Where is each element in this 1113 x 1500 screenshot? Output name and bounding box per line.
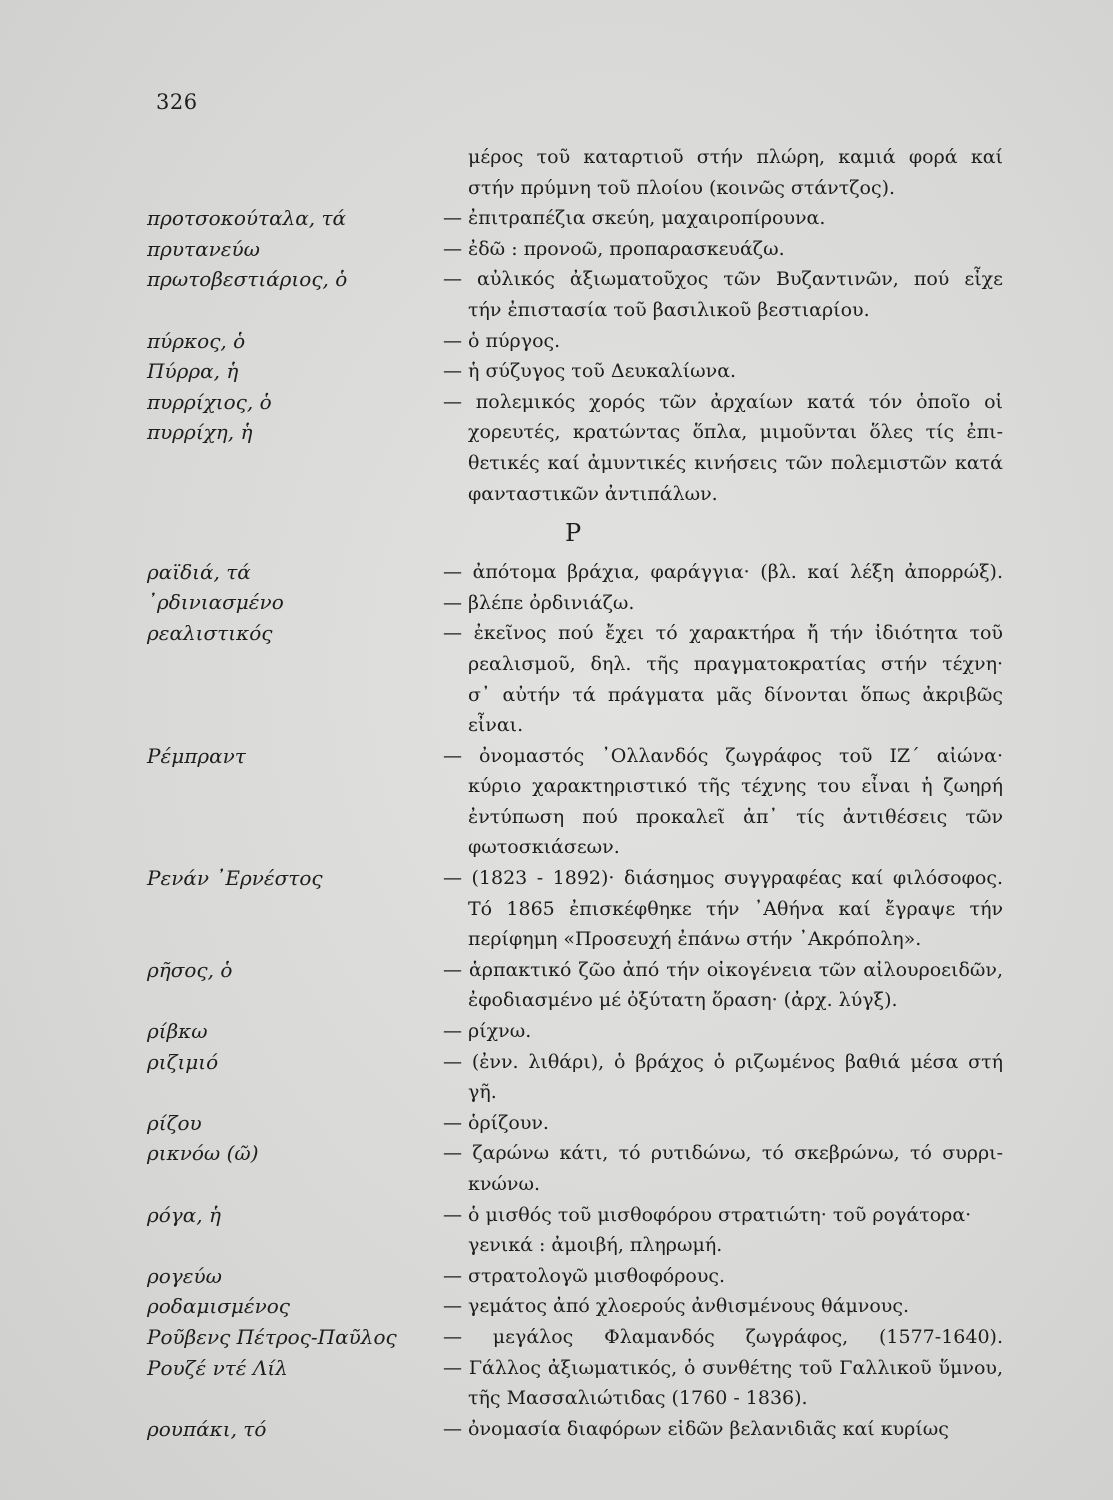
glossary-entry	[0, 1414, 1113, 1445]
definition-line: — ἀπότομα βράχια, φαράγγια· (βλ. καί λέξη ἀπορρώξ).	[443, 561, 1003, 584]
headword-line: ρῆσος, ὁ	[147, 957, 233, 982]
entry-headword	[147, 1353, 288, 1383]
entry-definition	[443, 387, 1003, 509]
headword-line: ρίζου	[147, 1110, 202, 1135]
entry-definition	[443, 1261, 1003, 1292]
definition-line: τήν ἐπιστασία τοῦ βασιλικοῦ βεστιαρίου.	[468, 298, 870, 321]
headword-line: ρουπάκι, τό	[147, 1416, 267, 1441]
definition-line: — πολεμικός χορός τῶν ἀρχαίων κατά τόν ὁποῖο οἱ	[443, 390, 1003, 413]
headword-line: Ροῦβενς Πέτρος-Παῦλος	[147, 1324, 397, 1349]
definition-line: — ὀνομαστός ᾿Ολλανδός ζωγράφος τοῦ ΙΖ΄ αἰώνα·	[443, 744, 1003, 767]
headword-line: ρογεύω	[147, 1263, 222, 1288]
glossary-entry	[0, 264, 1113, 325]
glossary-entry	[0, 356, 1113, 387]
entry-definition	[443, 741, 1003, 863]
glossary-entry	[0, 557, 1113, 618]
entry-definition	[443, 142, 1003, 203]
definition-line: γῆ.	[468, 1081, 497, 1104]
definition-line: εἶναι.	[468, 714, 524, 737]
definition-line: στήν πρύμνη τοῦ πλοίου (κοινῶς στάντζος).	[468, 176, 896, 199]
headword-line: ριζιμιό	[147, 1049, 219, 1074]
headword-line: ρίβκω	[147, 1019, 208, 1044]
glossary-entry	[0, 1016, 1113, 1047]
entry-definition	[443, 1016, 1003, 1047]
headword-line: Ρενάν ᾿Ερνέστος	[147, 866, 323, 891]
definition-line: περίφημη «Προσευχή ἐπάνω στήν ᾿Ακρόπολη».	[468, 928, 922, 951]
definition-line: — ἡ σύζυγος τοῦ Δευκαλίωνα.	[443, 360, 737, 383]
entry-headword	[147, 1261, 222, 1291]
definition-line: ἐντύπωση πού προκαλεῖ ἀπ᾿ τίς ἀντιθέσεις τῶν	[468, 805, 1003, 828]
glossary-entry	[0, 203, 1113, 234]
entry-headword	[147, 1108, 202, 1138]
entry-headword	[147, 1200, 221, 1230]
definition-line: — ἐκεῖνος πού ἔχει τό χαρακτήρα ἤ τήν ἰδιότητα τοῦ	[443, 622, 1003, 645]
definition-line: Τό 1865 ἐπισκέφθηκε τήν ᾿Αθήνα καί ἔγραψε τήν	[468, 897, 1003, 920]
entry-definition	[443, 1353, 1003, 1414]
entry-definition	[443, 1138, 1003, 1199]
definition-line: χορευτές, κρατώντας ὅπλα, μιμοῦνται ὅλες τίς ἐπι-	[468, 421, 1003, 444]
definition-line: — αὐλικός ἀξιωματοῦχος τῶν Βυζαντινῶν, πού εἶχε	[443, 268, 1003, 291]
entry-definition	[443, 234, 1003, 265]
glossary-entries	[0, 142, 1113, 1444]
entry-definition	[443, 203, 1003, 234]
glossary-entry	[0, 234, 1113, 265]
definition-line: κύριο χαρακτηριστικό τῆς τέχνης του εἶναι ἡ ζωηρή	[468, 775, 1003, 798]
glossary-entry	[0, 387, 1113, 509]
entry-definition	[443, 1200, 1003, 1261]
headword-line: ροδαμισμένος	[147, 1294, 290, 1319]
entry-definition	[443, 618, 1003, 740]
glossary-entry	[0, 1047, 1113, 1108]
entry-headword	[147, 1138, 259, 1168]
entry-definition	[443, 326, 1003, 357]
definition-line: — (ἐνν. λιθάρι), ὁ βράχος ὁ ριζωμένος βαθιά μέσα στή	[443, 1050, 1003, 1073]
definition-line: — ὀνομασία διαφόρων εἰδῶν βελανιδιᾶς καί κυρίως	[443, 1417, 949, 1440]
entry-headword	[147, 264, 347, 294]
page-number: 326	[156, 90, 198, 114]
glossary-entry	[0, 1261, 1113, 1292]
entry-definition	[443, 863, 1003, 955]
definition-line: — ρίχνω.	[443, 1020, 532, 1043]
headword-line: ρεαλιστικός	[147, 621, 273, 646]
definition-line: — βλέπε ὀρδινιάζω.	[443, 591, 635, 614]
definition-line: γενικά : ἀμοιβή, πληρωμή.	[468, 1234, 723, 1257]
definition-line: — ὁ πύργος.	[443, 329, 561, 352]
definition-line: — στρατολογῶ μισθοφόρους.	[443, 1264, 726, 1287]
entry-headword	[147, 557, 284, 617]
definition-line: — ἁρπακτικό ζῶο ἀπό τήν οἰκογένεια τῶν αἰλουροειδῶν,	[443, 958, 1003, 981]
glossary-entry	[0, 326, 1113, 357]
definition-line: θετικές καί ἀμυντικές κινήσεις τῶν πολεμιστῶν κατά	[468, 451, 1003, 474]
definition-line: — ὁρίζουν.	[443, 1111, 549, 1134]
entry-definition	[443, 356, 1003, 387]
entry-headword	[147, 387, 272, 447]
definition-line: τῆς Μασσαλιώτιδας (1760 - 1836).	[468, 1387, 808, 1410]
definition-line: σ᾿ αὐτήν τά πράγματα μᾶς δίνονται ὅπως ἀκριβῶς	[468, 683, 1003, 706]
glossary-entry	[0, 1200, 1113, 1261]
glossary-entry	[0, 741, 1113, 863]
definition-line: ρεαλισμοῦ, δηλ. τῆς πραγματοκρατίας στήν τέχνη·	[468, 652, 1003, 675]
entry-headword	[147, 741, 246, 771]
entry-headword	[147, 1291, 290, 1321]
entry-headword	[147, 863, 323, 893]
definition-line: — Γάλλος ἀξιωματικός, ὁ συνθέτης τοῦ Γαλλικοῦ ὕμνου,	[443, 1356, 1003, 1379]
section-letter: Ρ	[565, 519, 582, 548]
glossary-entry	[0, 142, 1113, 203]
entry-definition	[443, 1414, 1003, 1445]
glossary-entry	[0, 618, 1113, 740]
definition-line: — μεγάλος Φλαμανδός ζωγράφος, (1577-1640).	[443, 1325, 1003, 1348]
entry-headword	[147, 1414, 266, 1444]
glossary-entry	[0, 1322, 1113, 1353]
glossary-entry	[0, 863, 1113, 955]
definition-line: ἐφοδιασμένο μέ ὀξύτατη ὅραση· (ἀρχ. λύγξ).	[468, 989, 898, 1012]
entry-definition	[443, 264, 1003, 325]
entry-headword	[147, 203, 346, 233]
definition-line: — (1823 - 1892)· διάσημος συγγραφέας καί φιλόσοφος.	[443, 867, 1003, 890]
definition-line: — ζαρώνω κάτι, τό ρυτιδώνω, τό σκεβρώνω, τό συρρι-	[443, 1142, 1003, 1165]
headword-line: ρόγα, ἡ	[147, 1202, 221, 1227]
definition-line: φανταστικῶν ἀντιπάλων.	[468, 482, 718, 505]
glossary-entry	[0, 1108, 1113, 1139]
definition-line: — ὁ μισθός τοῦ μισθοφόρου στρατιώτη· τοῦ ρογάτορα·	[443, 1203, 972, 1226]
glossary-entry	[0, 1138, 1113, 1199]
headword-line: πρυτανεύω	[147, 236, 260, 261]
headword-line: πύρκος, ὁ	[147, 328, 246, 353]
definition-line: μέρος τοῦ καταρτιοῦ στήν πλώρη, καμιά φορά καί	[468, 146, 1003, 168]
headword-line: Ρέμπραντ	[147, 743, 246, 768]
entry-definition	[443, 1322, 1003, 1353]
headword-line: πυρρίχη, ἡ	[147, 419, 253, 444]
definition-line: — ἐδῶ : προνοῶ, προπαρασκευάζω.	[443, 237, 785, 260]
definition-line: κνώνω.	[468, 1173, 541, 1195]
entry-definition	[443, 1291, 1003, 1322]
entry-headword	[147, 356, 238, 386]
entry-definition	[443, 557, 1003, 618]
headword-line: προτσοκούταλα, τά	[147, 206, 347, 231]
entry-headword	[147, 1322, 397, 1352]
headword-line: ραϊδιά, τά	[147, 560, 251, 585]
definition-line: — ἐπιτραπέζια σκεύη, μαχαιροπίρουνα.	[443, 207, 826, 230]
glossary-entry	[0, 955, 1113, 1016]
headword-line: πυρρίχιος, ὁ	[147, 389, 272, 414]
headword-line: Ρουζέ ντέ Λίλ	[147, 1355, 288, 1380]
definition-line: — γεμάτος ἀπό χλοερούς ἀνθισμένους θάμνους.	[443, 1295, 910, 1318]
entry-headword	[147, 1016, 208, 1046]
entry-headword	[147, 618, 272, 648]
entry-definition	[443, 1108, 1003, 1139]
entry-headword	[147, 326, 245, 356]
glossary-entry	[0, 1353, 1113, 1414]
headword-line: Πύρρα, ἡ	[147, 359, 239, 384]
definition-line: φωτοσκιάσεων.	[468, 836, 620, 859]
entry-headword	[147, 234, 260, 264]
headword-line: πρωτοβεστιάριος, ὁ	[147, 267, 348, 292]
headword-line: ᾿ρδινιασμένο	[147, 590, 284, 615]
glossary-entry	[0, 1291, 1113, 1322]
entry-definition	[443, 1047, 1003, 1108]
headword-line: ρικνόω (ῶ)	[147, 1141, 259, 1166]
entry-headword	[147, 955, 232, 985]
entry-headword	[147, 1047, 218, 1077]
entry-definition	[443, 955, 1003, 1016]
